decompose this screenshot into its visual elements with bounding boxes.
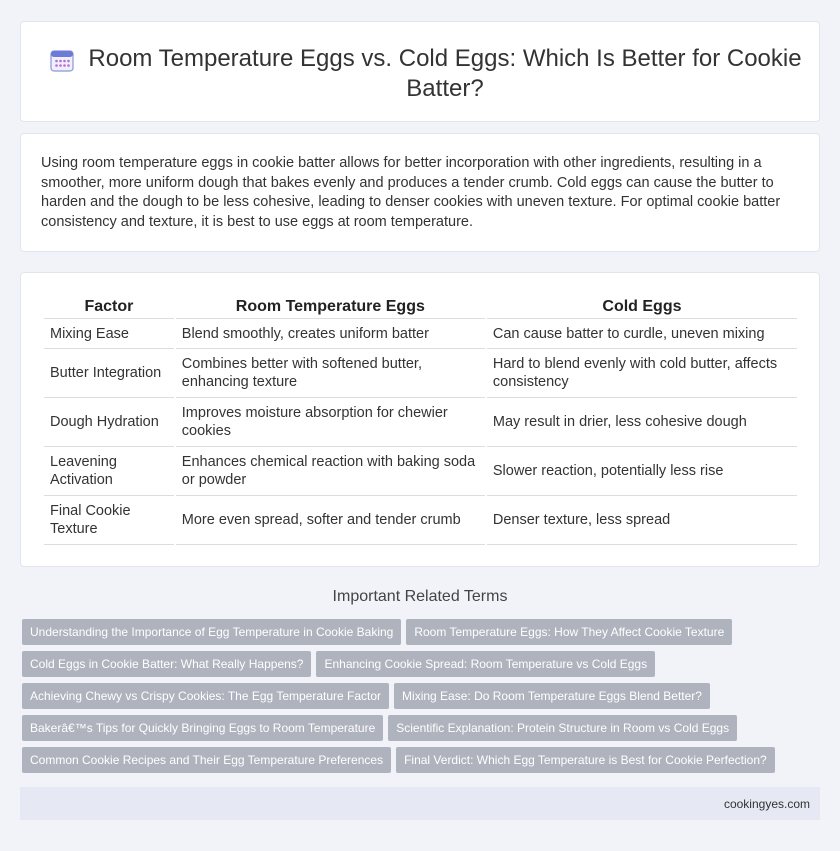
related-terms-title: Important Related Terms	[332, 588, 508, 605]
tag-row	[22, 683, 822, 715]
page-title: Room Temperature Eggs vs. Cold Eggs: Which Is Better for Cookie Batter?	[88, 45, 802, 102]
intro-text: Using room temperature eggs in cookie batter allows for better incorporation with other ingredients, resulting in a smoother, more uniform dough that bakes evenly and produces a tender crumb. Cold eggs can cause the butter to harden and the dough to be less cohesive, leading to denser cookies with uneven texture. For optimal cookie batter consistency and texture, it is best to use eggs at room temperature.	[41, 155, 781, 230]
table-cell: Hard to blend evenly with cold butter, affects consistency	[487, 349, 797, 398]
comparison-table	[42, 295, 799, 545]
related-term-link[interactable]: Final Verdict: Which Egg Temperature is Best for Cookie Perfection?	[396, 747, 775, 773]
column-header-factor: Factor	[44, 295, 174, 319]
calendar-icon	[49, 47, 75, 73]
table-cell: Combines better with softened butter, enhancing texture	[176, 349, 485, 398]
table-header-row	[44, 295, 797, 319]
table-row	[44, 349, 797, 398]
related-term-link[interactable]: Cold Eggs in Cookie Batter: What Really Happens?	[22, 651, 311, 677]
table-cell: Enhances chemical reaction with baking soda or powder	[176, 447, 485, 496]
comparison-table-card	[20, 272, 820, 567]
related-term-link[interactable]: Achieving Chewy vs Crispy Cookies: The Egg Temperature Factor	[22, 683, 389, 709]
table-cell: May result in drier, less cohesive dough	[487, 398, 797, 447]
table-cell: Dough Hydration	[44, 398, 174, 447]
table-cell: Leavening Activation	[44, 447, 174, 496]
related-terms-list	[22, 619, 822, 779]
column-header-room-temperature: Room Temperature Eggs	[176, 295, 485, 319]
column-header-cold: Cold Eggs	[487, 295, 797, 319]
table-row	[44, 319, 797, 349]
table-cell: Can cause batter to curdle, uneven mixing	[487, 319, 797, 349]
table-cell: Improves moisture absorption for chewier cookies	[176, 398, 485, 447]
table-cell: Butter Integration	[44, 349, 174, 398]
intro-card	[20, 133, 820, 252]
related-term-link[interactable]: Scientific Explanation: Protein Structure in Room vs Cold Eggs	[388, 715, 737, 741]
related-term-link[interactable]: Bakerâ€™s Tips for Quickly Bringing Eggs to Room Temperature	[22, 715, 383, 741]
related-term-link[interactable]: Understanding the Importance of Egg Temperature in Cookie Baking	[22, 619, 401, 645]
table-row	[44, 398, 797, 447]
table-cell: Mixing Ease	[44, 319, 174, 349]
related-term-link[interactable]: Common Cookie Recipes and Their Egg Temperature Preferences	[22, 747, 391, 773]
table-cell: More even spread, softer and tender crumb	[176, 496, 485, 545]
tag-row	[22, 619, 822, 651]
header-card	[20, 21, 820, 122]
table-cell: Denser texture, less spread	[487, 496, 797, 545]
table-cell: Blend smoothly, creates uniform batter	[176, 319, 485, 349]
table-cell: Slower reaction, potentially less rise	[487, 447, 797, 496]
related-term-link[interactable]: Mixing Ease: Do Room Temperature Eggs Blend Better?	[394, 683, 710, 709]
related-term-link[interactable]: Enhancing Cookie Spread: Room Temperature vs Cold Eggs	[316, 651, 655, 677]
table-row	[44, 496, 797, 545]
table-row	[44, 447, 797, 496]
tag-row	[22, 651, 822, 683]
footer	[20, 787, 820, 820]
tag-row	[22, 715, 822, 747]
related-term-link[interactable]: Room Temperature Eggs: How They Affect Cookie Texture	[406, 619, 732, 645]
tag-row	[22, 747, 822, 779]
table-cell: Final Cookie Texture	[44, 496, 174, 545]
footer-site-name: cookingyes.com	[723, 797, 810, 811]
